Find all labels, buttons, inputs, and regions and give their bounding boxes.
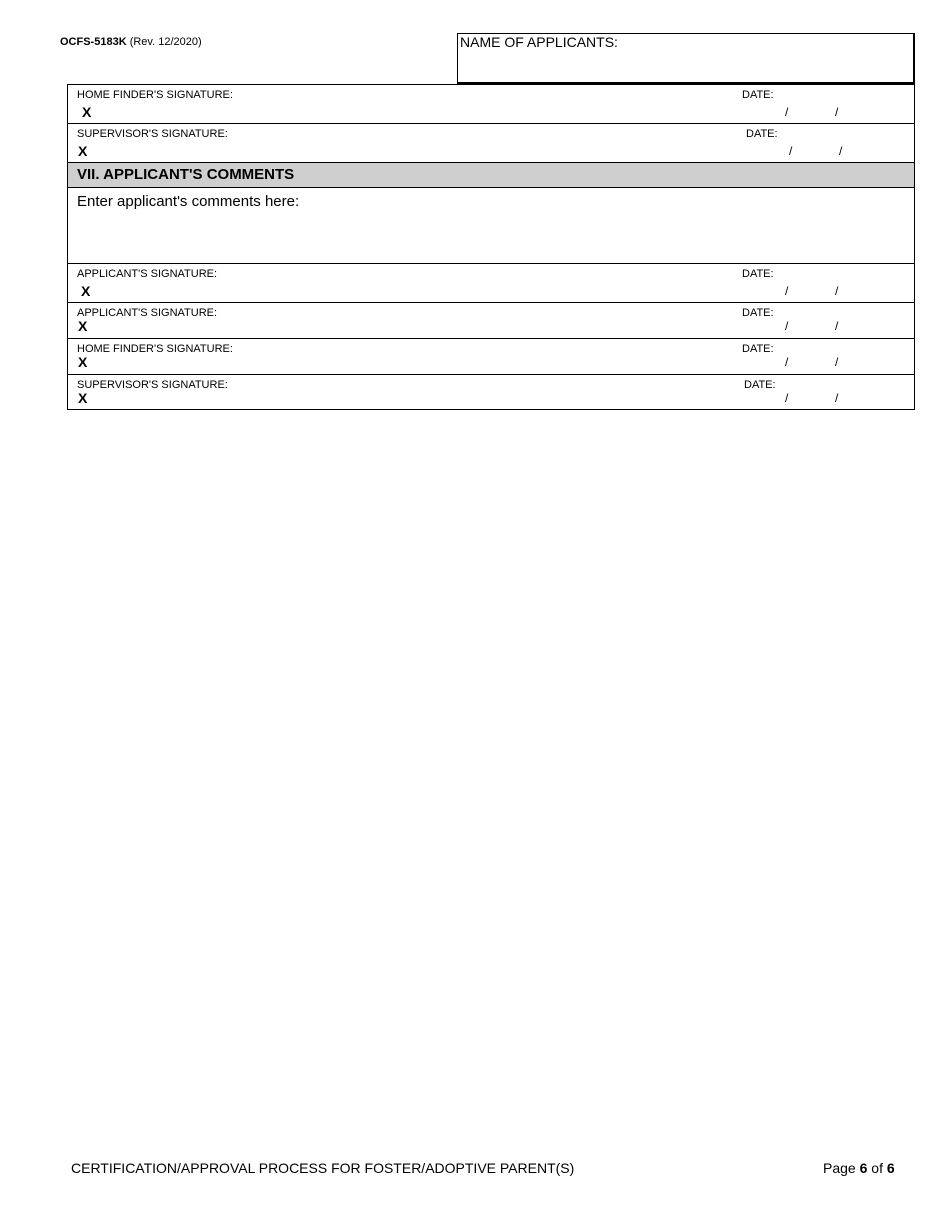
signature-mark: X — [78, 390, 88, 406]
date-slash: / — [785, 319, 789, 333]
date-label: DATE: — [742, 307, 774, 319]
form-revision: (Rev. 12/2020) — [129, 36, 202, 48]
supervisor-signature-row-1[interactable] — [68, 124, 914, 163]
date-label: DATE: — [742, 89, 774, 101]
date-slash: / — [835, 105, 839, 119]
section-title: VII. APPLICANT'S COMMENTS — [77, 166, 295, 183]
page-prefix: Page — [823, 1160, 856, 1176]
date-label: DATE: — [742, 343, 774, 355]
signature-mark: X — [78, 143, 88, 159]
page-of: of — [871, 1160, 883, 1176]
signature-label: SUPERVISOR'S SIGNATURE: — [77, 128, 228, 140]
name-of-applicants-label: NAME OF APPLICANTS: — [460, 34, 618, 50]
applicant-signature-row-2[interactable] — [68, 303, 914, 339]
signature-mark: X — [78, 354, 88, 370]
date-slash: / — [835, 319, 839, 333]
date-slash: / — [785, 284, 789, 298]
applicant-comments-field[interactable] — [68, 188, 914, 264]
section-header — [68, 163, 914, 188]
date-slash: / — [785, 105, 789, 119]
page-number — [823, 1160, 895, 1176]
home-finder-signature-row-2[interactable] — [68, 339, 914, 375]
signature-label: SUPERVISOR'S SIGNATURE: — [77, 379, 228, 391]
signature-form-table — [67, 84, 915, 410]
date-slash: / — [789, 144, 793, 158]
date-slash: / — [835, 391, 839, 405]
signature-mark: X — [81, 283, 91, 299]
page-current: 6 — [859, 1160, 868, 1176]
page-total: 6 — [886, 1160, 895, 1176]
signature-mark: X — [78, 318, 88, 334]
signature-mark: X — [82, 104, 92, 120]
footer-title: CERTIFICATION/APPROVAL PROCESS FOR FOSTER/ADOPTIVE PARENT(S) — [71, 1160, 575, 1176]
signature-label: APPLICANT'S SIGNATURE: — [77, 268, 218, 280]
supervisor-signature-row-2[interactable] — [68, 375, 914, 410]
name-of-applicants-field[interactable] — [457, 33, 915, 84]
date-slash: / — [835, 284, 839, 298]
date-slash: / — [785, 391, 789, 405]
date-label: DATE: — [746, 128, 778, 140]
date-slash: / — [835, 355, 839, 369]
signature-label: APPLICANT'S SIGNATURE: — [77, 307, 218, 319]
signature-label: HOME FINDER'S SIGNATURE: — [77, 89, 233, 101]
signature-label: HOME FINDER'S SIGNATURE: — [77, 343, 233, 355]
form-number: OCFS-5183K — [60, 36, 127, 48]
date-slash: / — [839, 144, 843, 158]
form-identifier — [60, 36, 202, 48]
date-label: DATE: — [744, 379, 776, 391]
applicant-signature-row-1[interactable] — [68, 264, 914, 303]
date-slash: / — [785, 355, 789, 369]
date-label: DATE: — [742, 268, 774, 280]
home-finder-signature-row-1[interactable] — [68, 85, 914, 124]
comments-placeholder: Enter applicant's comments here: — [77, 193, 300, 210]
